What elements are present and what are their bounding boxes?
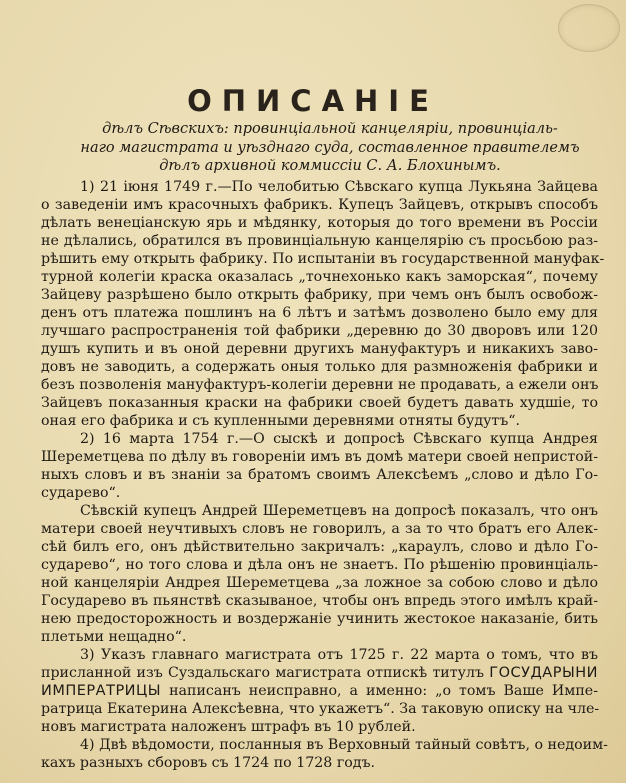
text-line: денъ отъ платежа пошлинъ на 6 лѣтъ и затѣмъ дозволено было ему для [41, 305, 598, 321]
text-line: довъ не заводить, а содержать оныя только для размноженія фабрики и [41, 359, 598, 375]
text-line: матери своей неучтивыхъ словъ не говорилъ, а за то что братъ его Алек- [41, 521, 598, 537]
text-line: 4) Двѣ вѣдомости, посланныя въ Верховный тайный совѣтъ, о недоим- [80, 737, 608, 753]
text-line: душъ купить и въ оной деревни другихъ мануфактуръ и никакихъ заво- [41, 341, 598, 357]
text-line: Зайцеву разрѣшено было открыть фабрику, при чемъ онъ былъ освобож- [41, 287, 598, 303]
text-line: оная его фабрика и съ купленными деревнями отняты будутъ“. [41, 413, 521, 429]
text-line: рѣшить ему открыть фабрику. По испытаніи въ государственной мануфак- [41, 251, 605, 267]
subtitle-line: дѣлъ архивной коммиссіи С. А. Блохинымъ. [159, 158, 501, 174]
page-title: ОПИСАНІЕ [187, 84, 439, 118]
text-line: о заведеніи имъ красочныхъ фабрикъ. Купецъ Зайцевъ, открывъ способъ [41, 197, 598, 213]
text-line: ной канцеляріи Андрея Шереметцева „за ложное за собою слово и дѣло [41, 575, 598, 591]
text-line: сударево“, но того слова и дѣла онъ не знаетъ. По рѣшенію провинціаль- [41, 557, 598, 573]
emphasis-text: ИМПЕРАТРИЦЫ [41, 683, 162, 699]
text-line: Зайцевъ показанныя краски на фабрики своей будетъ давать худшіе, то [41, 395, 598, 411]
text-line [41, 664, 598, 682]
text-line: сударево“. [41, 485, 121, 501]
text-line: не дѣлались, обратился въ провинціальную канцелярію съ просьбою раз- [41, 233, 598, 249]
text-span: присланной изъ Суздальскаго магистрата отпискѣ титулъ [41, 665, 485, 681]
subtitle-line: наго магистрата и уѣзднаго суда, составленное правителемъ [80, 139, 580, 156]
text-line: новъ магистрата наложенъ штрафъ въ 10 рублей. [41, 719, 416, 735]
text-line: дѣлать венеціанскую ярь и мѣдянку, которыя до того времени въ Россіи [41, 215, 598, 231]
text-line: лучшаго распространенія той фабрики „деревню до 30 дворовъ или 120 [41, 323, 598, 339]
text-line: ратрица Екатерина Алексѣевна, что укажетъ“. За таковую описку на чле- [41, 701, 600, 717]
text-line: нею предосторожность и воздержаніе учинить жестокое наказаніе, бить [41, 611, 598, 627]
text-line: Шереметцева по дѣлу въ говореніи имъ въ домѣ матери своей непристой- [41, 449, 598, 465]
text-line: сѣй билъ его, онъ дѣйствительно закричалъ: „караулъ, слово и дѣло Го- [41, 539, 598, 555]
text-line: 2) 16 марта 1754 г.—О сыскѣ и допросѣ Сѣвскаго купца Андрея [80, 431, 598, 447]
text-line: кахъ разныхъ сборовъ съ 1724 по 1728 годъ. [41, 755, 376, 771]
text-line: 3) Указъ главнаго магистрата отъ 1725 г. 22 марта о томъ, что въ [80, 647, 598, 663]
text-line [41, 682, 598, 700]
subtitle [50, 120, 610, 176]
subtitle-line: дѣлъ Сѣвскихъ: провинціальной канцеляріи, провинціаль- [102, 121, 558, 137]
text-line: плетьми нещадно“. [41, 629, 187, 645]
library-stamp [558, 4, 620, 52]
emphasis-text: ГОСУДАРЫНИ [489, 665, 599, 681]
text-line: турной колегіи краска оказалась „точнехонько какъ заморская“, почему [41, 269, 598, 285]
text-line: ныхъ словъ и въ знаніи за братомъ своимъ Алексѣемъ „слово и дѣло Го- [41, 467, 598, 483]
text-line: 1) 21 іюня 1749 г.—По челобитью Сѣвскаго купца Лукьяна Зайцева [80, 179, 598, 195]
text-span: написанъ неисправно, а именно: „о томъ Ваше Импе- [169, 683, 598, 699]
text-line: безъ позволенія мануфактуръ-колегіи деревни не продавать, а ежели онъ [41, 377, 599, 393]
text-line: Государево въ пьянствѣ сказываное, чтобы онъ впредь этого имѣлъ край- [41, 593, 598, 609]
text-line: Сѣвскій купецъ Андрей Шереметцевъ на допросѣ показалъ, что онъ [80, 503, 598, 519]
